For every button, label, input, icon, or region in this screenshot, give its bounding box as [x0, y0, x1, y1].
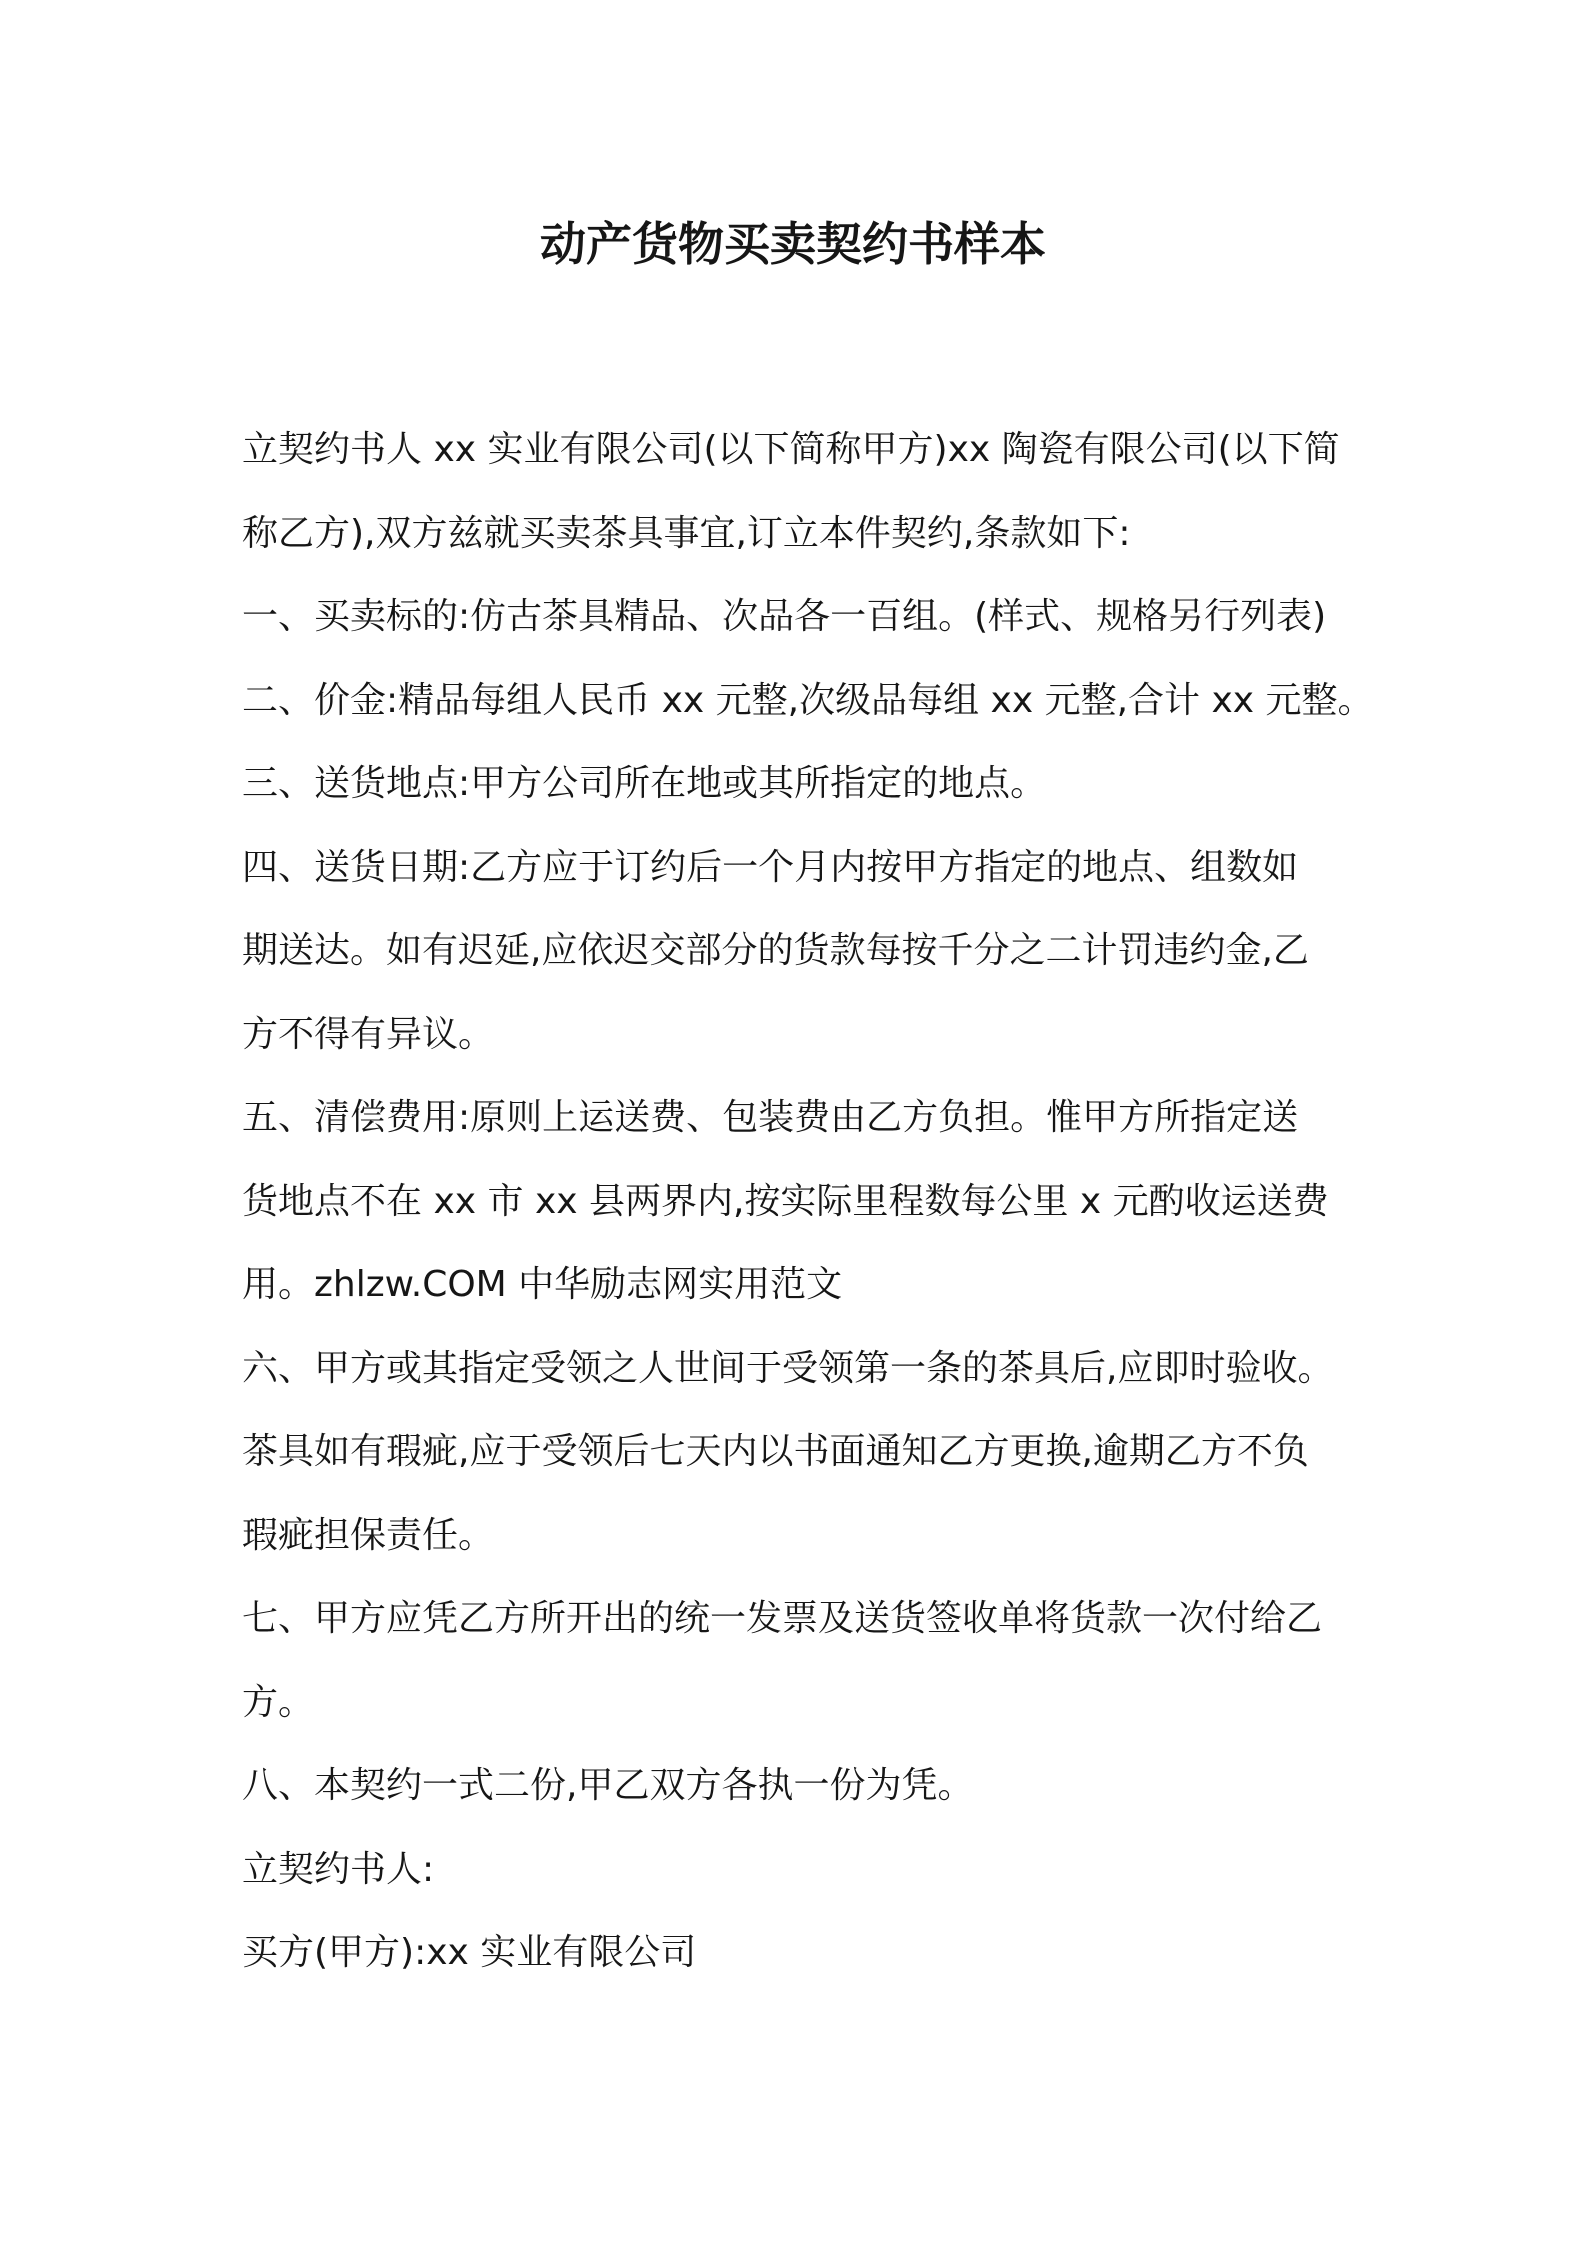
text-line: 用。zhlzw.COM 中华励志网实用范文	[242, 1264, 843, 1305]
text-line: 买方(甲方):xx 实业有限公司	[242, 1932, 697, 1973]
preamble-paragraph	[242, 408, 1364, 575]
clause-4-paragraph	[242, 826, 1364, 1077]
text-line: 方。	[242, 1681, 315, 1723]
document-title: 动产货物买卖契约书样本	[540, 217, 1046, 271]
signatory-heading	[242, 1828, 1364, 1912]
text-line: 瑕疵担保责任。	[242, 1514, 495, 1556]
buyer-line	[242, 1911, 1364, 1995]
document-body	[242, 408, 1374, 1995]
clause-3-paragraph	[242, 742, 1364, 826]
clause-5-paragraph	[242, 1076, 1364, 1327]
text-line: 六、甲方或其指定受领之人世间于受领第一条的茶具后,应即时验收。	[242, 1347, 1334, 1389]
text-line: 方不得有异议。	[242, 1013, 495, 1055]
text-line: 货地点不在 xx 市 xx 县两界内,按实际里程数每公里 x 元酌收运送费	[242, 1180, 1329, 1222]
clause-6-paragraph	[242, 1327, 1364, 1578]
text-line: 五、清偿费用:原则上运送费、包装费由乙方负担。惟甲方所指定送	[242, 1097, 1299, 1138]
text-line: 四、送货日期:乙方应于订约后一个月内按甲方指定的地点、组数如	[242, 846, 1299, 888]
text-line: 二、价金:精品每组人民币 xx 元整,次级品每组 xx 元整,合计 xx 元整。	[242, 679, 1374, 721]
text-line: 七、甲方应凭乙方所开出的统一发票及送货签收单将货款一次付给乙	[242, 1598, 1323, 1639]
text-line: 八、本契约一式二份,甲乙双方各执一份为凭。	[242, 1765, 974, 1806]
text-line: 立契约书人 xx 实业有限公司(以下简称甲方)xx 陶瓷有限公司(以下简	[242, 429, 1340, 470]
text-line: 一、买卖标的:仿古茶具精品、次品各一百组。(样式、规格另行列表)	[242, 596, 1327, 637]
text-line: 称乙方),双方兹就买卖茶具事宜,订立本件契约,条款如下:	[242, 512, 1131, 554]
text-line: 茶具如有瑕疵,应于受领后七天内以书面通知乙方更换,逾期乙方不负	[242, 1431, 1309, 1472]
clause-8-paragraph	[242, 1744, 1364, 1828]
text-line: 期送达。如有迟延,应依迟交部分的货款每按千分之二计罚违约金,乙	[242, 930, 1309, 971]
text-line: 立契约书人:	[242, 1848, 435, 1890]
clause-1-paragraph	[242, 575, 1364, 659]
clause-7-paragraph	[242, 1577, 1364, 1744]
text-line: 三、送货地点:甲方公司所在地或其所指定的地点。	[242, 763, 1047, 804]
clause-2-paragraph	[242, 659, 1374, 743]
